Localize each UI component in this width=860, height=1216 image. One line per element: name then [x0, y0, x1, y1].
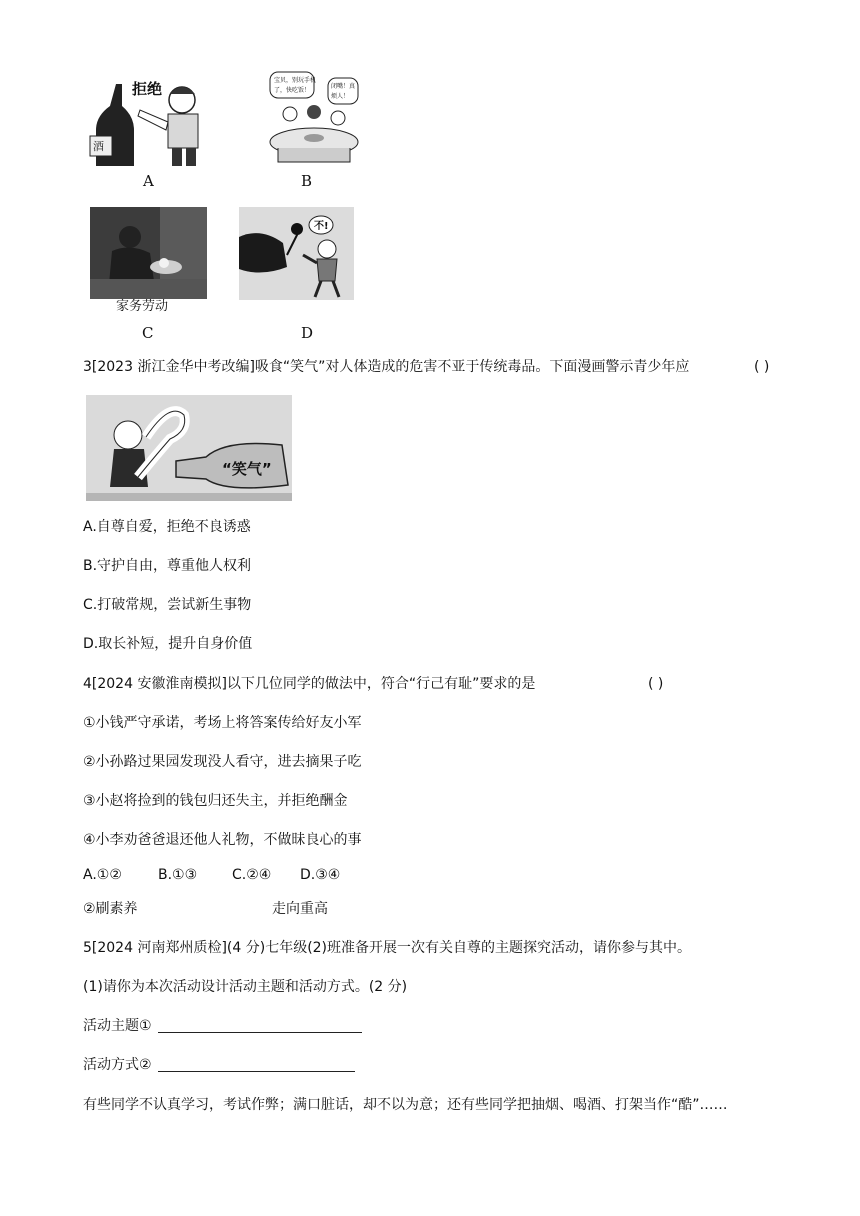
- q5-material: 有些同学不认真学习，考试作弊；满口脏话，却不以为意；还有些同学把抽烟、喝酒、打架当作“酷”……: [83, 1097, 728, 1113]
- q4-choice-c: C.②④: [232, 867, 272, 883]
- section-label-right: 走向重高: [272, 901, 328, 917]
- q3-option-a: A.自尊自爱，拒绝不良诱惑: [83, 519, 251, 535]
- figure-b-cartoon: [268, 70, 360, 166]
- q4-item-4: ④小李劝爸爸退还他人礼物，不做昧良心的事: [83, 832, 362, 848]
- q5-stem: 5[2024 河南郑州质检](4 分)七年级(2)班准备开展一次有关自尊的主题探究活动，请你参与其中。: [83, 940, 692, 956]
- housework-photo: [90, 207, 207, 299]
- q4-choice-a: A.①②: [83, 867, 122, 883]
- bottle-text: “笑气”: [222, 460, 272, 478]
- q4-answer-paren: ( ): [648, 676, 664, 692]
- q4-item-3: ③小赵将捡到的钱包归还失主，并拒绝酬金: [83, 793, 348, 809]
- figure-d-cartoon: [239, 207, 354, 300]
- photo-label: 家务劳动: [116, 299, 169, 314]
- q4-stem: 4[2024 安徽淮南模拟]以下几位同学的做法中，符合“行己有耻”要求的是: [83, 676, 536, 692]
- q4-item-2: ②小孙路过果园发现没人看守，进去摘果子吃: [83, 754, 362, 770]
- q5-theme-label: 活动主题①: [83, 1018, 152, 1034]
- q3-option-b: B.守护自由，尊重他人权利: [83, 558, 252, 574]
- section-label-left: ②刷素养: [83, 901, 138, 917]
- q5-method-label: 活动方式②: [83, 1057, 152, 1073]
- say-no-illustration: [239, 207, 354, 300]
- family-dinner-illustration: [268, 70, 360, 166]
- q5-method-blank[interactable]: [158, 1057, 355, 1072]
- svg-text:了，快吃饭！: 了，快吃饭！: [274, 87, 311, 94]
- svg-text:闭嘴！真: 闭嘴！真: [331, 83, 356, 90]
- svg-text:宝贝，别玩手机: 宝贝，别玩手机: [274, 77, 317, 84]
- laughing-gas-cartoon: [86, 395, 292, 501]
- q4-item-1: ①小钱严守承诺，考场上将答案传给好友小军: [83, 715, 362, 731]
- figure-c-caption: C: [142, 324, 154, 342]
- figure-d-caption: D: [301, 324, 314, 342]
- svg-text:烦人！: 烦人！: [331, 93, 350, 100]
- figure-c-photo: [90, 207, 207, 299]
- q3-option-d: D.取长补短，提升自身价值: [83, 636, 253, 652]
- q4-choice-b: B.①③: [158, 867, 198, 883]
- figure-a-cartoon: [82, 78, 212, 170]
- figure-b-caption: B: [301, 172, 313, 190]
- bottle-label: 酒: [93, 140, 104, 153]
- q4-choice-d: D.③④: [300, 867, 341, 883]
- q3-option-c: C.打破常规，尝试新生事物: [83, 597, 252, 613]
- q5-theme-blank[interactable]: [158, 1018, 362, 1033]
- q3-answer-paren: ( ): [754, 359, 770, 375]
- refuse-alcohol-illustration: [82, 78, 212, 170]
- q3-stem: 3[2023 浙江金华中考改编]吸食“笑气”对人体造成的危害不亚于传统毒品。下面漫画警示青少年应: [83, 359, 690, 375]
- speech-text: 拒绝: [132, 80, 163, 98]
- figure-a-caption: A: [143, 172, 154, 190]
- laughing-gas-illustration: [86, 395, 292, 501]
- speech-text: 不!: [314, 221, 329, 232]
- q5-sub1: (1)请你为本次活动设计活动主题和活动方式。(2 分): [83, 979, 408, 995]
